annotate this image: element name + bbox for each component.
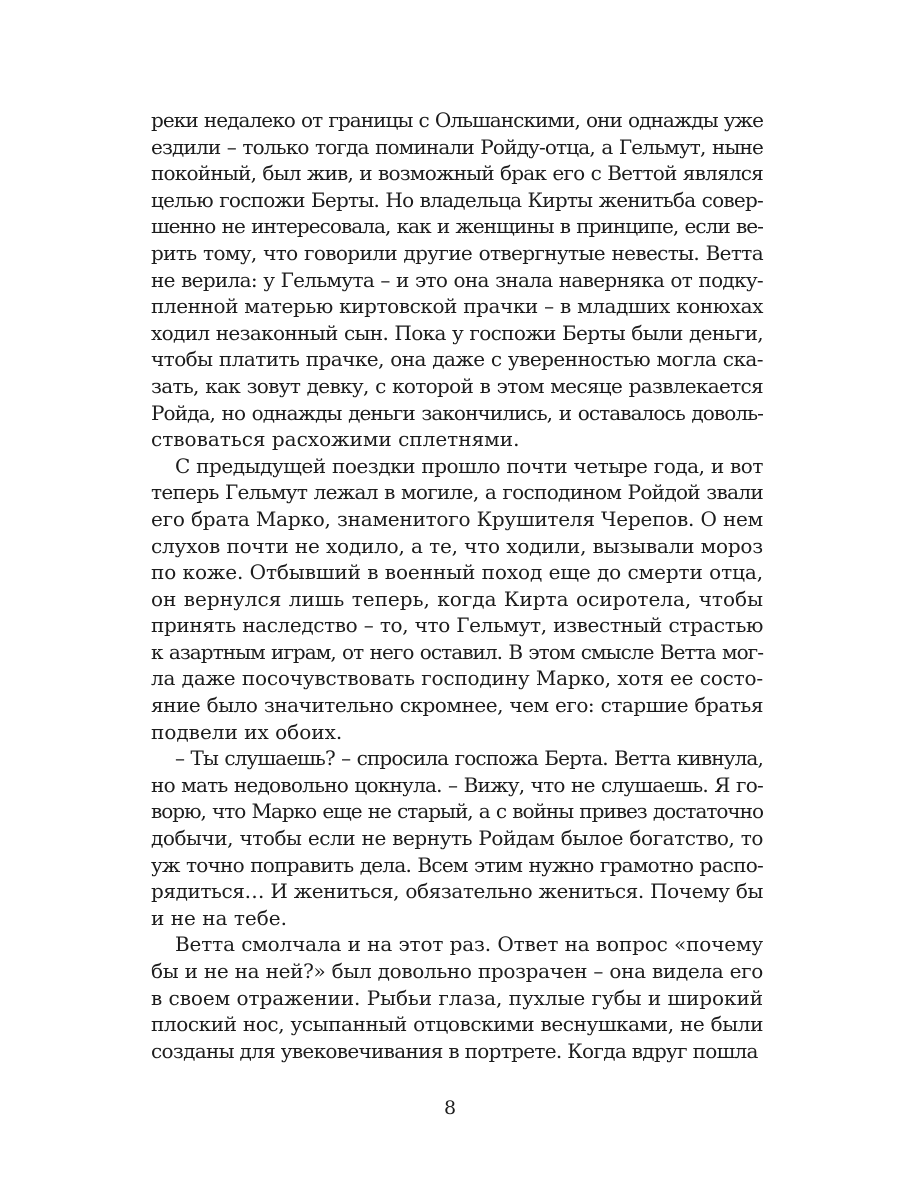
text-line: не верила: у Гельмута – и это она знала наверняка от подку-	[151, 267, 763, 292]
text-line: ходил незаконный сын. Пока у госпожи Берты были деньги,	[151, 320, 763, 345]
text-line: плоский нос, усыпанный отцовскими веснушками, не были	[151, 1012, 763, 1037]
text-line: целью госпожи Берты. Но владельца Кирты женитьба совер-	[151, 187, 763, 212]
page-number: 8	[443, 1097, 457, 1119]
text-line: зать, как зовут девку, с которой в этом месяце развлекается	[151, 373, 763, 398]
text-line: С предыдущей поездки прошло почти четыре года, и вот	[175, 453, 763, 478]
text-line: слухов почти не ходило, а те, что ходили, вызывали мороз	[151, 533, 763, 558]
paragraph	[151, 107, 763, 453]
text-line: и не на тебе.	[151, 905, 287, 930]
text-line: созданы для увековечивания в портрете. Когда вдруг пошла	[151, 1038, 758, 1063]
text-line: ездили – только тогда поминали Ройду-отца, а Гельмут, ныне	[151, 134, 763, 159]
text-line: Ройда, но однажды деньги закончились, и оставалось доволь-	[151, 400, 763, 425]
text-line: но мать недовольно цокнула. – Вижу, что не слушаешь. Я го-	[151, 772, 763, 797]
text-line: его брата Марко, знаменитого Крушителя Черепов. О нем	[151, 506, 763, 531]
text-line: подвели их обоих.	[151, 719, 343, 744]
text-line: принять наследство – то, что Гельмут, известный страстью	[151, 613, 763, 638]
text-line: – Ты слушаешь? – спросила госпожа Берта. Ветта кивнула,	[175, 746, 763, 771]
text-line: ствоваться расхожими сплетнями.	[151, 427, 520, 452]
paragraph	[151, 745, 763, 931]
paragraph	[151, 931, 763, 1064]
text-line: теперь Гельмут лежал в могиле, а господином Ройдой звали	[151, 480, 763, 505]
text-line: покойный, был жив, и возможный брак его с Веттой являлся	[151, 161, 763, 186]
text-line: к азартным играм, от него оставил. В этом смысле Ветта мог-	[151, 639, 763, 664]
text-line: пленной матерью киртовской прачки – в младших конюхах	[151, 294, 763, 319]
text-line: он вернулся лишь теперь, когда Кирта осиротела, чтобы	[151, 586, 763, 611]
text-line: ворю, что Марко еще не старый, а с войны привез достаточно	[151, 799, 763, 824]
text-line: ла даже посочувствовать господину Марко, хотя ее состо-	[151, 666, 763, 691]
text-line: Ветта смолчала и на этот раз. Ответ на вопрос «почему	[175, 932, 763, 957]
text-line: рить тому, что говорили другие отвергнутые невесты. Ветта	[151, 240, 763, 265]
text-line: чтобы платить прачке, она даже с уверенностью могла ска-	[151, 347, 763, 372]
text-line: реки недалеко от границы с Ольшанскими, они однажды уже	[151, 108, 763, 132]
text-line: рядиться… И жениться, обязательно жениться. Почему бы	[151, 879, 763, 904]
text-line: бы и не на ней?» был довольно прозрачен – она видела его	[151, 959, 763, 983]
text-line: яние было значительно скромнее, чем его: старшие братья	[151, 693, 763, 718]
text-line: добычи, чтобы если не вернуть Ройдам былое богатство, то	[151, 826, 763, 851]
text-line: шенно не интересовала, как и женщины в принципе, если ве-	[151, 214, 763, 239]
paragraph	[151, 453, 763, 746]
body-text	[151, 107, 763, 1064]
text-line: по коже. Отбывший в военный поход еще до смерти отца,	[151, 560, 763, 585]
text-line: уж точно поправить дела. Всем этим нужно грамотно распо-	[151, 852, 763, 877]
text-line: в своем отражении. Рыбьи глаза, пухлые губы и широкий	[151, 985, 763, 1010]
